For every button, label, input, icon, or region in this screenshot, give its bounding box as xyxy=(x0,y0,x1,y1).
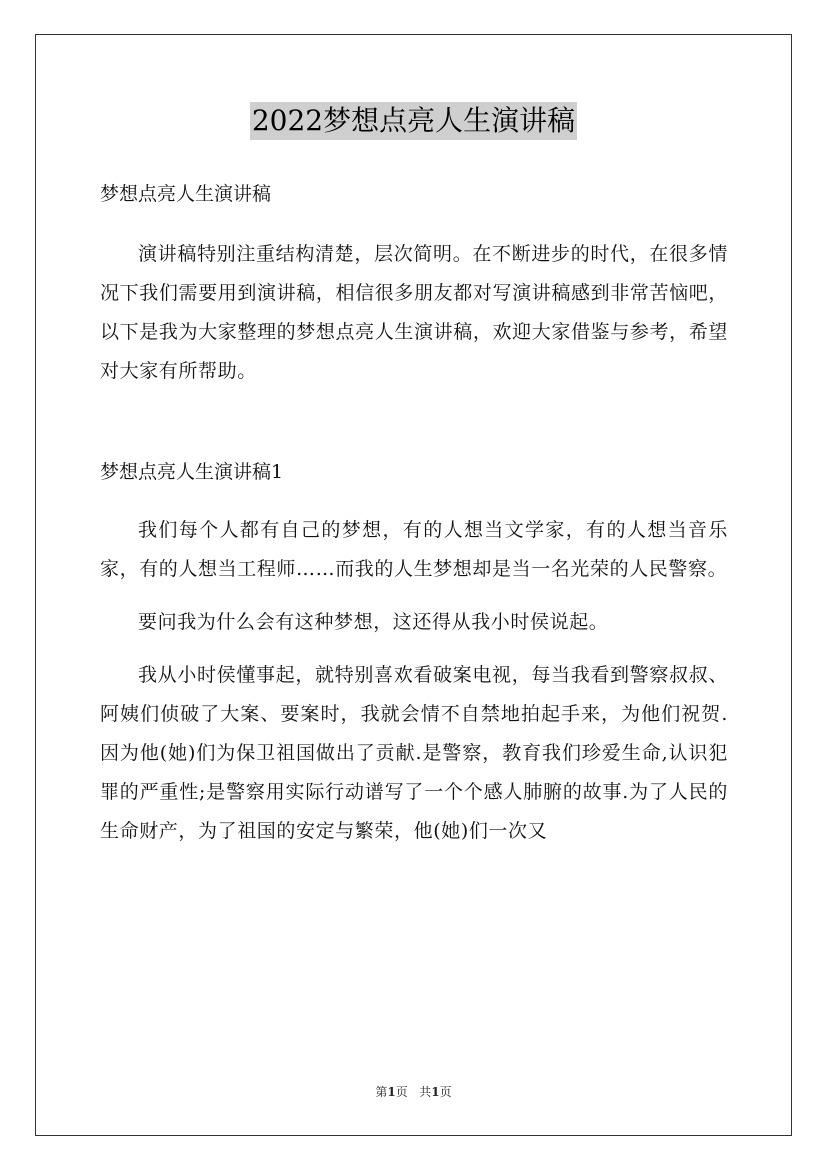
total-prefix: 共 xyxy=(419,1085,432,1099)
body-paragraph: 我从小时侯懂事起，就特别喜欢看破案电视，每当我看到警察叔叔、阿姨们侦破了大案、要案时，我就会情不自禁地拍起手来，为他们祝贺.因为他(她)们为保卫祖国做出了贡献.是警察，教育我们珍爱生命,认识犯罪的严重性;是警察用实际行动谱写了一个个感人肺腑的故事.为了人民的生命财产，为了祖国的安定与繁荣，他(她)们一次又 xyxy=(100,664,728,842)
speech-heading: 梦想点亮人生演讲稿1 xyxy=(100,461,284,483)
body-paragraph: 我们每个人都有自己的梦想，有的人想当文学家，有的人想当音乐家，有的人想当工程师……而我的人生梦想却是当一名光荣的人民警察。 xyxy=(100,519,728,580)
page-number: 1 xyxy=(387,1085,396,1099)
document-body xyxy=(100,175,728,865)
page-footer xyxy=(0,1083,827,1100)
title-wrap xyxy=(0,102,827,140)
section-heading: 梦想点亮人生演讲稿 xyxy=(100,183,272,205)
page-prefix: 第 xyxy=(375,1085,388,1099)
total-suffix: 页 xyxy=(439,1085,452,1099)
body-paragraph: 要问我为什么会有这种梦想，这还得从我小时侯说起。 xyxy=(138,611,609,633)
section-gap xyxy=(100,405,728,453)
page-suffix: 页 xyxy=(395,1085,408,1099)
total-pages: 1 xyxy=(431,1085,440,1099)
document-title: 2022梦想点亮人生演讲稿 xyxy=(250,102,577,140)
intro-paragraph: 演讲稿特别注重结构清楚，层次简明。在不断进步的时代，在很多情况下我们需要用到演讲稿，相信很多朋友都对写演讲稿感到非常苦恼吧，以下是我为大家整理的梦想点亮人生演讲稿，欢迎大家借鉴与参考，希望对大家有所帮助。 xyxy=(100,243,728,382)
